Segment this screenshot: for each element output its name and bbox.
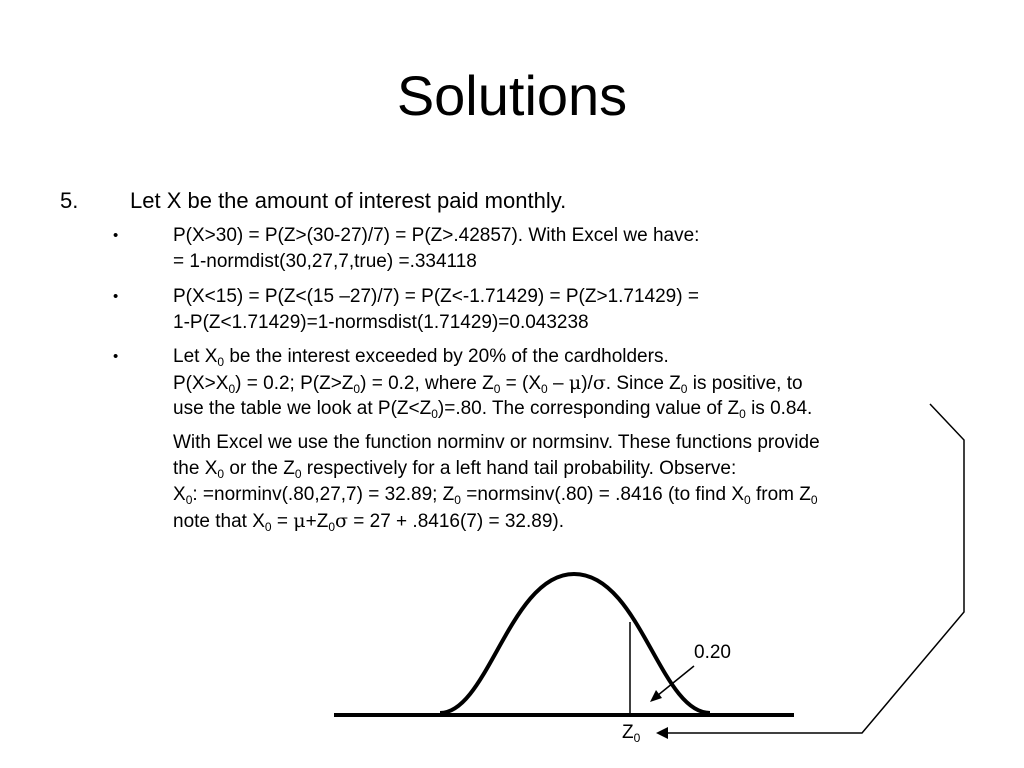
bullet-3-line-1: Let $X_0$ be the interest exceeded by 20% of the cardholders. bbox=[173, 346, 669, 369]
item-number: 5. bbox=[60, 188, 79, 213]
bullet-3-line-2: $P(X>X_0) = 0.2$; $P(Z>Z_0) = 0.2$, where $Z_0 = (X_0 - \mu)/\sigma$. Since $Z_0$ is positive, to bbox=[173, 372, 803, 396]
excel-line-1: With Excel we use the function norminv or normsinv. These functions provide bbox=[173, 432, 820, 453]
tail-probability-label: 0.20 bbox=[694, 642, 731, 663]
bullet-1-line-2: = 1-normdist(30,27,7,true) =.334118 bbox=[173, 251, 477, 272]
bell-curve bbox=[440, 574, 710, 713]
excel-line-4: note that $X_0 = \mu+Z_0\sigma = 27 + .8416(7) = 32.89$). bbox=[173, 510, 564, 534]
slide-title: Solutions bbox=[396, 64, 628, 127]
connector-arrowhead bbox=[656, 727, 668, 739]
bullet-marker: • bbox=[113, 227, 119, 244]
sigma-symbol: σ bbox=[592, 372, 606, 394]
bullet-2-line-2: 1-P(Z<1.71429)=1-normsdist(1.71429)=0.043238 bbox=[173, 312, 589, 333]
bullet-2-line-1: P(X<15) = P(Z<(15 –27)/7) = P(Z<-1.71429) = P(Z>1.71429) = bbox=[173, 286, 699, 307]
mu-symbol: μ bbox=[568, 372, 582, 394]
item-text: Let X be the amount of interest paid monthly. bbox=[130, 188, 567, 213]
tail-pointer-arrowhead bbox=[650, 690, 662, 702]
z0-label: $Z_0$ bbox=[622, 722, 641, 745]
bullet-marker: • bbox=[113, 288, 119, 305]
connector-line bbox=[662, 404, 964, 733]
excel-line-3: $X_0$: =norminv(.80,27,7) = 32.89; $Z_0$ =normsinv(.80) = .8416 (to find $X_0$ from $Z_0$ bbox=[173, 484, 818, 507]
excel-line-2: the $X_0$ or the $Z_0$ respectively for a left hand tail probability. Observe: bbox=[173, 458, 737, 481]
bullet-1-line-1: P(X>30) = P(Z>(30-27)/7) = P(Z>.42857). With Excel we have: bbox=[173, 225, 700, 246]
bullet-marker: • bbox=[113, 348, 119, 365]
bullet-3-line-3: use the table we look at $P(Z<Z_0)=.80$. The corresponding value of $Z_0$ is 0.84. bbox=[173, 398, 813, 421]
